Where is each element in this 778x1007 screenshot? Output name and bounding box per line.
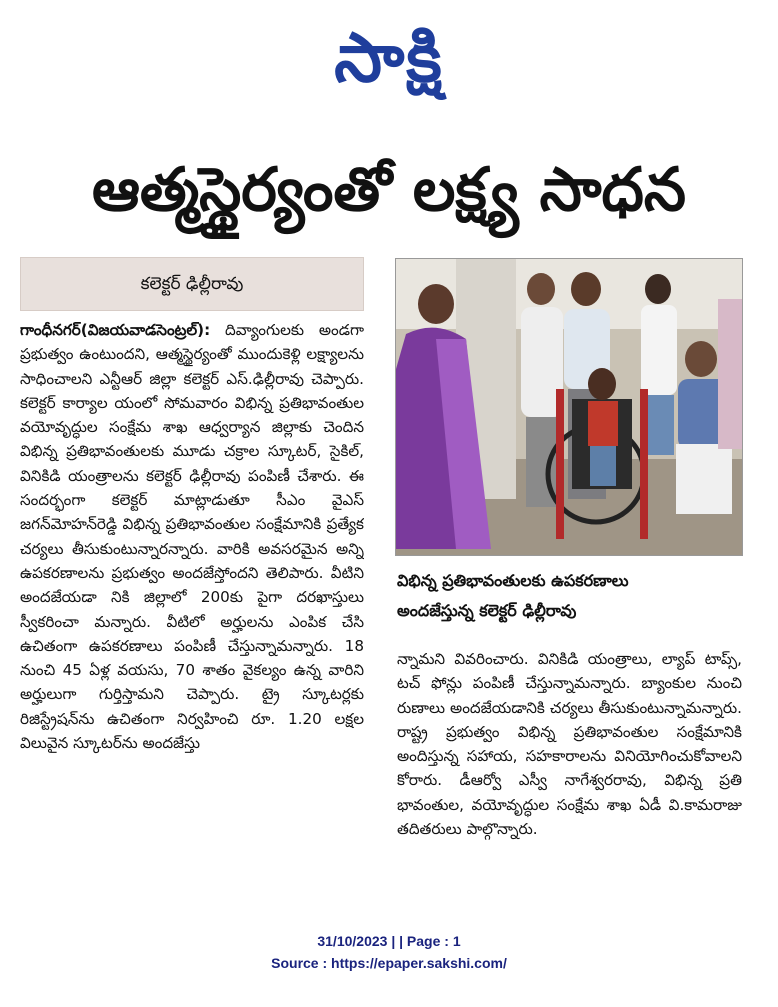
caption-line-1: విభిన్న ప్రతిభావంతులకు ఉపకరణాలు <box>397 571 629 590</box>
news-photo <box>395 258 743 556</box>
article-body-1: దివ్యాంగులకు అండగా ప్రభుత్వం ఉంటుందని, ఆత్మస్థైర్యంతో ముందుకెళ్లి లక్ష్యాలను సాధించాలని ఎన్టీఆర్ జిల్లా కలెక్టర్ ఎస్.ఢిల్లీరావు చెప్పారు. కలెక్టర్ కార్యాల యంలో సోమవారం విభిన్న ప్రతిభావంతుల వయోవృద్ధుల సంక్షేమ శాఖ ఆధ్వర్యాన జిల్లాకు చెందిన విభిన్న ప్రతిభావంతులకు మూడు చక్రాల స్కూటర్, సైకిల్, వినికిడి యంత్రాలను కలెక్టర్ ఢిల్లీరావు పంపిణీ చేశారు. ఈ సందర్భంగా కలెక్టర్ మాట్లాడుతూ సీఎం వైఎస్ జగన్‌మోహన్‌రెడ్డి విభిన్న ప్రతిభావంతుల సంక్షేమానికి ప్రత్యేక చర్యలు తీసుకుంటున్నారన్నారు. వారికి అవసరమైన అన్ని ఉపకరణాలను ప్రభుత్వం అందజేస్తోందని తెలిపారు. వీటిని అందజేయడా నికి జిల్లాలో 200కు పైగా దరఖాస్తులు స్వీకరించా మన్నారు. వీటిలో అర్హులను ఎంపిక చేసి ఉచితంగా ఉపకరణాలు పంపిణీ చేస్తున్నామన్నారు. 18 నుంచి 45 ఏళ్ల వయసు, 70 శాతం వైకల్యం ఉన్న వారిని అర్హులుగా గుర్తిస్తామని చెప్పారు. ట్రై స్కూటర్లకు రిజిస్ట్రేషన్‌ను ఉచితంగా నిర్వహించి రూ. 1.20 లక్షల విలువైన స్కూటర్‌ను అందజేస్తు <box>20 321 364 753</box>
masthead <box>0 18 778 100</box>
photo-wheelchair-icon <box>396 259 742 555</box>
source-line: Source : https://epaper.sakshi.com/ <box>271 955 507 971</box>
article-column-2: న్నామని వివరించారు. వినికిడి యంత్రాలు, ల్యాప్ టాప్స్, టచ్ ఫోన్లు పంపిణీ చేస్తున్నామన్నారు. బ్యాంకుల నుంచి రుణాలు అందజేయడానికి చర్యలు తీసుకుంటున్నామన్నారు. రాష్ట్ర ప్రభుత్వం విభిన్న ప్రతిభావంతుల సంక్షేమానికి అందిస్తున్న సహాయ, సహకారాలను వినియోగించుకోవాలని కోరారు. డీఆర్వో ఎస్వీ నాగేశ్వరరావు, విభిన్న ప్రతి భావంతుల, వయోవృద్ధుల సంక్షేమ శాఖ ఏడీ వి.కామరాజు తదితరులు పాల్గొన్నారు. <box>397 650 742 839</box>
sakshi-logo: సాక్షి <box>334 19 444 98</box>
headline: ఆత్మస్థైర్యంతో లక్ష్య సాధన <box>92 155 686 225</box>
article-column-1 <box>20 318 364 900</box>
subheading: కలెక్టర్ ఢిల్లీరావు <box>20 257 364 311</box>
caption-line-2: అందజేస్తున్న కలెక్టర్ ఢిల్లీరావు <box>397 601 577 620</box>
dateline: గాంధీనగర్(విజయవాడసెంట్రల్): <box>20 321 211 339</box>
date-page-line: 31/10/2023 | | Page : 1 <box>317 933 461 949</box>
footer <box>0 930 778 974</box>
photo-caption <box>397 566 742 626</box>
